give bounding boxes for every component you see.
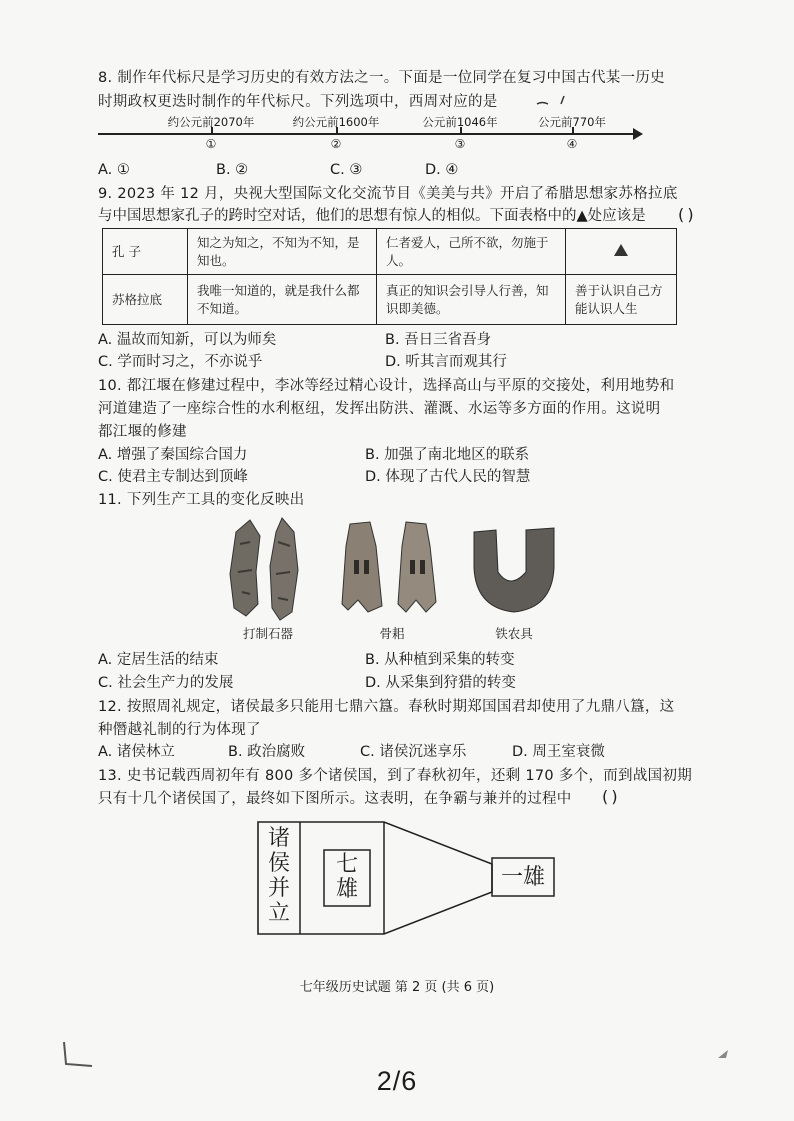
table-cell: 善于认识自己方能认识人生 [566,275,677,325]
q12-option-a: A. 诸侯林立 [98,744,175,760]
q10-stem-line2: 河道建造了一座综合性的水利枢纽，发挥出防洪、灌溉、水运等多方面的作用。这说明 [98,401,661,417]
table-cell: 真正的知识会引导人行善，知识即美德。 [377,275,566,325]
q10-option-b: B. 加强了南北地区的联系 [365,447,530,463]
table-cell: 我唯一知道的，就是我什么都不知道。 [188,275,377,325]
timeline-arrow-icon [633,128,643,140]
table-row [103,229,677,275]
diagram-right-label: 一雄 [500,865,545,890]
pencil-mark-icon [534,92,576,108]
table-row [103,275,677,325]
q10-stem-line1: 10. 都江堰在修建过程中，李冰等经过精心设计，选择高山与平原的交接处，利用地势和 [98,378,675,394]
timeline-number: ④ [566,137,578,151]
q13-stem-line2: 只有十几个诸侯国了，最终如下图所示。这表明，在争霸与兼并的过程中 [98,791,572,807]
q8-option-d: D. ④ [425,162,459,178]
q12-option-d: D. 周王室衰微 [512,744,605,760]
q8-stem-line1: 8. 制作年代标尺是学习历史的有效方法之一。下面是一位同学在复习中国古代某一历史 [98,70,665,86]
q9-option-a: A. 温故而知新，可以为师矣 [98,332,277,348]
q12-stem-line2: 种僭越礼制的行为体现了 [98,722,261,738]
table-cell-blank [566,229,677,275]
triangle-icon [614,244,628,256]
q9-option-c: C. 学而时习之，不亦说乎 [98,354,263,370]
timeline-number: ② [330,137,342,151]
q10-option-d: D. 体现了古代人民的智慧 [365,469,531,485]
q8-stem-line2: 时期政权更迭时制作的年代标尺。下列选项中，西周对应的是 [98,94,498,110]
q10-stem-line3: 都江堰的修建 [98,424,187,440]
diagram-char: 立 [267,901,290,926]
diagram-char: 雄 [335,877,358,902]
q10-option-c: C. 使君主专制达到顶峰 [98,469,248,485]
diagram-char: 诸 [267,826,290,851]
q12-stem-line1: 12. 按照周礼规定，诸侯最多只能用七鼎六簋。春秋时期郑国国君却使用了九鼎八簋，这 [98,699,675,715]
q9-stem-line2: 与中国思想家孔子的跨时空对话，他们的思想有惊人的相似。下面表格中的▲处应该是 [98,208,646,224]
tool-label: 铁农具 [495,626,533,641]
timeline-date: 公元前1046年 [422,115,498,129]
table-cell: 知之为知之，不知为不知，是知也。 [188,229,377,275]
bone-spade-image [342,522,436,612]
q13-stem-line1: 13. 史书记载西周初年有 800 多个诸侯国，到了春秋初年，还剩 170 多个，而到战国初期 [98,768,693,784]
q11-option-d: D. 从采集到狩猎的转变 [365,675,516,691]
chipped-stone-tool-image [230,518,298,620]
table-cell: 孔 子 [103,229,188,275]
q11-option-b: B. 从种植到采集的转变 [365,652,515,668]
table-cell: 苏格拉底 [103,275,188,325]
q12-option-c: C. 诸侯沉迷享乐 [360,744,467,760]
tool-label: 骨耜 [379,626,405,641]
timeline-date: 约公元前1600年 [292,115,380,129]
q12-option-b: B. 政治腐败 [228,744,306,760]
q11-option-c: C. 社会生产力的发展 [98,675,234,691]
page-indicator: 2/6 [376,1066,418,1096]
q11-stem-line1: 11. 下列生产工具的变化反映出 [98,492,305,508]
timeline-number: ① [205,137,217,151]
iron-tool-image [474,528,554,612]
q9-stem-line1: 9. 2023 年 12 月，央视大型国际文化交流节目《美美与共》开启了希腊思想家苏格拉底 [98,186,678,202]
q8-option-c: C. ③ [330,162,363,178]
diagram-char: 并 [267,876,290,901]
q8-option-a: A. ① [98,162,130,178]
q8-option-b: B. ② [216,162,249,178]
scan-mark-icon [716,1048,730,1060]
tools-illustration [220,512,580,622]
diagram-middle-label [330,852,364,902]
diagram-left-label [264,826,294,926]
q11-tools-figure [220,512,580,642]
q9-option-d: D. 听其言而观其行 [385,354,507,370]
q9-table [102,228,677,325]
table-cell: 仁者爱人，己所不欲，勿施于人。 [377,229,566,275]
q9-option-b: B. 吾日三省吾身 [385,332,492,348]
diagram-char: 侯 [267,851,290,876]
q10-option-a: A. 增强了秦国综合国力 [98,447,248,463]
timeline-number: ③ [454,137,466,151]
q8-timeline [98,114,643,154]
timeline-axis [98,133,636,135]
timeline-date: 约公元前2070年 [167,115,255,129]
answer-paren: ( ) [602,787,617,806]
q13-merger-diagram [256,814,576,944]
timeline-date: 公元前770年 [538,115,606,129]
diagram-char: 七 [335,852,358,877]
page-footer: 七年级历史试题 第 2 页 (共 6 页) [299,980,495,995]
tool-label: 打制石器 [242,626,294,641]
answer-paren: ( ) [678,205,693,224]
q11-option-a: A. 定居生活的结束 [98,652,219,668]
